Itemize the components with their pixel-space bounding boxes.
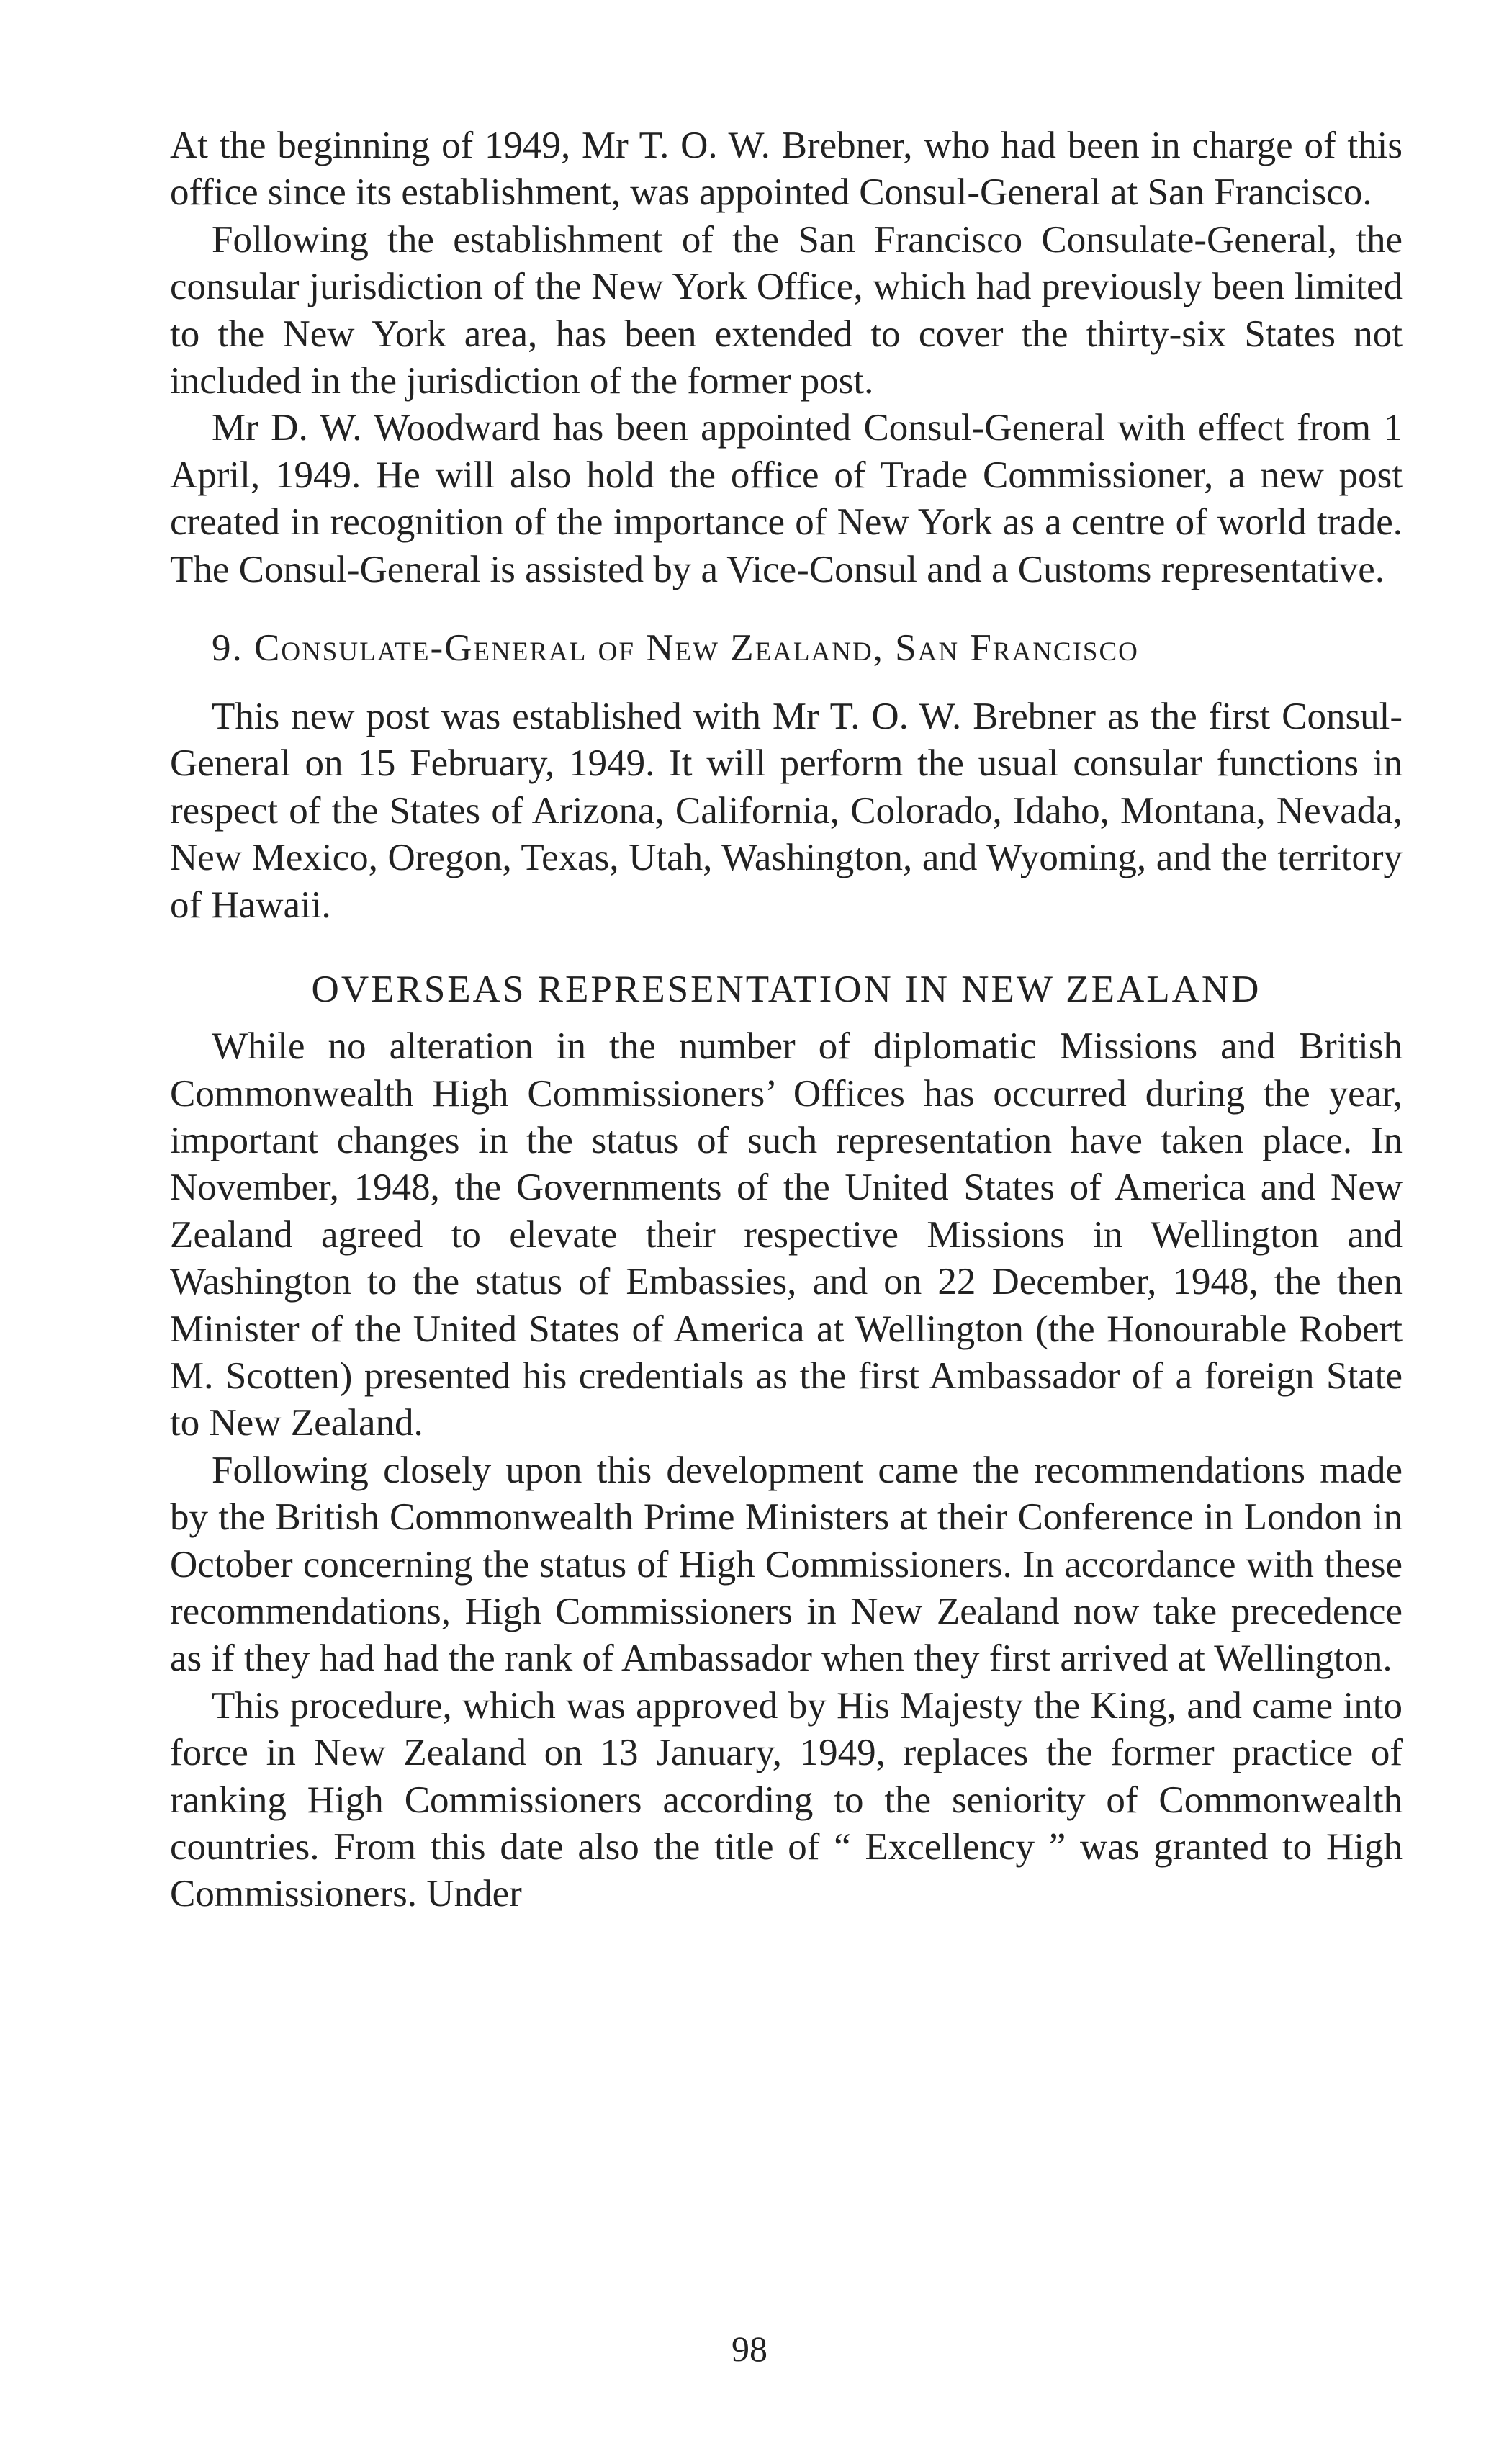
section-heading-san-francisco: 9. Consulate-General of New Zealand, San Francisco xyxy=(212,627,1139,670)
paragraph-woodward-appointment: Mr D. W. Woodward has been appointed Consul-General with effect from 1 April, 1949. He will also hold the office of Trade Commissioner, a new post created in recognition of the importance of New York as a centre of world trade. The Consul-General is assisted by a Vice-Consul and a Customs representative. xyxy=(170,407,1403,590)
paragraph-brebner-appointment: At the beginning of 1949, Mr T. O. W. Brebner, who had been in charge of this office since its establishment, was appointed Consul-General at San Francisco. xyxy=(170,125,1403,214)
paragraph-precedence-procedure: This procedure, which was approved by His Majesty the King, and came into force in New Zealand on 13 January, 1949, replaces the former practice of ranking High Commissioners according to the seniority of Commonwealth countries. From this date also the title of “ Excellency ” was granted to High Commissioners. Under xyxy=(170,1684,1403,1915)
document-page xyxy=(170,122,1403,1918)
page-number: 98 xyxy=(732,2329,767,2369)
paragraph-status-changes: While no alteration in the number of diplomatic Missions and British Commonwealth High Commissioners’ Offices has occurred during the year, important changes in the status of such representation have taken place. In November, 1948, the Governments of the United States of America and New Zealand agreed to elevate their respective Missions in Wellington and Washington to the status of Embassies, and on 22 December, 1948, the then Minister of the United States of America at Wellington (the Honourable Robert M. Scotten) presented his credentials as the first Ambassador of a foreign State to New Zealand. xyxy=(170,1025,1403,1444)
paragraph-new-york-jurisdiction: Following the establishment of the San Francisco Consulate-General, the consular jurisdiction of the New York Office, which had previously been limited to the New York area, has been extended to cover the thirty-six States not included in the jurisdiction of the former post. xyxy=(170,218,1403,403)
heading-overseas-representation: OVERSEAS REPRESENTATION IN NEW ZEALAND xyxy=(311,968,1261,1011)
paragraph-prime-ministers-recommendations: Following closely upon this development came the recommendations made by the British Commonwealth Prime Ministers at their Conference in London in October concerning the status of High Commissioners. In accordance with these recommendations, High Commissioners in New Zealand now take precedence as if they had had the rank of Ambassador when they first arrived at Wellington. xyxy=(170,1449,1403,1680)
paragraph-san-francisco-post: This new post was established with Mr T. O. W. Brebner as the first Consul-General on 15 February, 1949. It will perform the usual consular functions in respect of the States of Arizona, California, Colorado, Idaho, Montana, Nevada, New Mexico, Oregon, Texas, Utah, Washington, and Wyoming, and the territory of Hawaii. xyxy=(170,696,1403,926)
